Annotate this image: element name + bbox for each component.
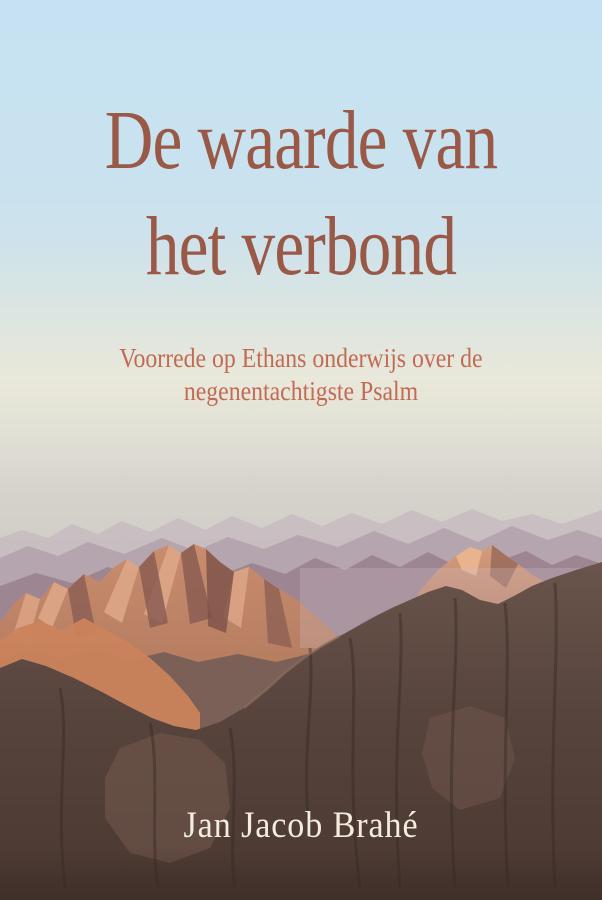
- title-line-1: De waarde van: [104, 94, 498, 187]
- book-subtitle: [36, 342, 566, 408]
- subtitle-line-1: Voorrede op Ethans onderwijs over de: [119, 343, 483, 373]
- subtitle-line-2: negenentachtigste Psalm: [183, 376, 419, 406]
- book-title: [60, 88, 542, 300]
- author-name: Jan Jacob Brahé: [183, 805, 419, 846]
- title-line-2: het verbond: [145, 200, 457, 293]
